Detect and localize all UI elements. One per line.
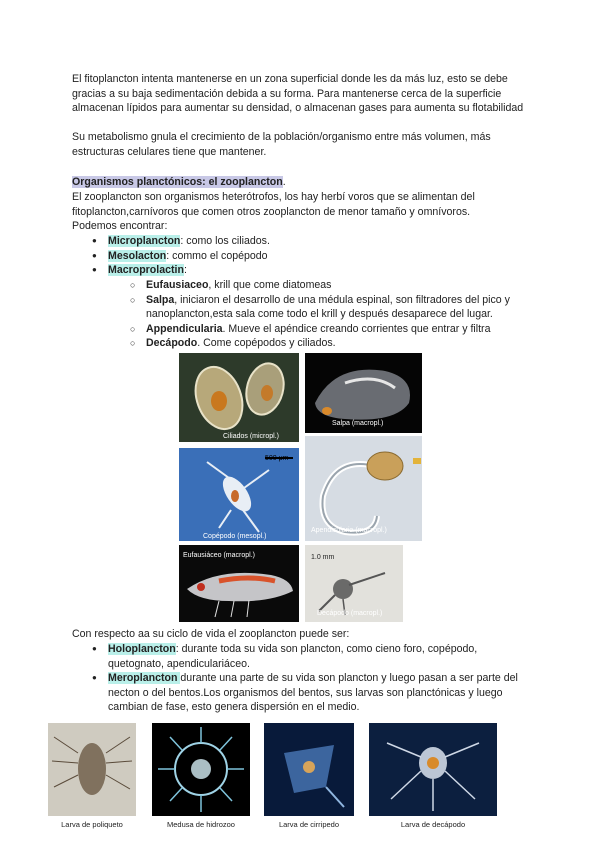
list-item	[130, 278, 530, 293]
decapod-photo	[305, 545, 403, 622]
list-item	[92, 249, 532, 264]
figure-caption: Salpa (macropl.)	[332, 420, 384, 427]
list-item	[130, 322, 530, 337]
macro-group-desc: , krill que come diatomeas	[208, 279, 332, 291]
macro-group-desc: , iniciaron el desarrollo de una médula espinal, son filtradores del pico y nanoplancton,esta sala come todo el krill y después desaparece del lugar.	[146, 293, 510, 320]
medusa-illustration	[152, 723, 250, 816]
list-item	[130, 293, 530, 322]
decapod-larva-illustration	[369, 723, 497, 816]
life-cycle-desc: : durante toda su vida son plancton, como cieno foro, copépodo, quetognato, apendiculariáceo.	[108, 643, 478, 670]
bottom-caption: Larva de cirripedo	[278, 820, 340, 829]
scale-label: 1.0 mm	[311, 554, 335, 561]
hydrozoan-medusa-photo	[152, 723, 250, 816]
figure-caption: Eufausiáceo (macropl.)	[183, 552, 255, 559]
ciliates-photo	[179, 353, 299, 442]
size-class-desc: :	[183, 264, 187, 276]
bottom-caption: Larva de decápodo	[400, 820, 466, 829]
list-item	[92, 671, 532, 715]
macro-group-term: Decápodo	[146, 337, 198, 349]
macro-group-term: Salpa	[146, 293, 175, 306]
figure-caption: Ciliados (micropl.)	[223, 433, 280, 440]
bottom-caption: Medusa de hidrozoo	[167, 820, 235, 829]
macro-group-desc: . Mueve el apéndice creando corrientes que entrar y filtra	[222, 322, 491, 335]
size-class-list	[92, 234, 532, 278]
life-cycle-term: Holoplancton	[108, 643, 176, 655]
barnacle-larva-photo	[264, 723, 354, 816]
life-cycle-desc: durante una parte de su vida son plancton y luego pasan a ser parte del necton o del bentos.Los organismos del bentos, sus larvas son planctónicas y luego cambian de fase, esto genera dispersión en el medio.	[108, 672, 518, 713]
size-class-desc: : commo el copépodo	[166, 249, 268, 262]
polychaete-larva-illustration	[48, 723, 136, 816]
intro-paragraph-1: El fitoplancton intenta mantenerse en un zona superficial donde les da más luz, esto se debe gracias a su baja sedimentación debida a su forma. Para mantenerse cerca de la superficie almacenan lípidos para aumentar su densidad, o almacenan gases para aumenta su flotabilidad	[72, 73, 524, 114]
life-cycle-lead: Con respecto aa su ciclo de vida el zooplancton puede ser:	[72, 628, 350, 640]
intro-paragraph-2: Su metabolismo gnula el crecimiento de la población/organismo entre más volumen, más estructuras celulares tiene que mantener.	[72, 131, 491, 158]
appendicularia-photo	[305, 436, 422, 541]
size-class-term: Macroprolactin	[108, 264, 184, 276]
figure-caption: Apendicularia (macropl.)	[311, 527, 387, 534]
krill-photo	[179, 545, 299, 622]
section-heading-text: Organismos planctónicos: el zooplancton	[72, 176, 283, 188]
scale-label: 500 μm	[265, 455, 289, 462]
life-cycle-list	[92, 642, 532, 715]
size-class-desc: : como los ciliados.	[180, 235, 270, 247]
macro-group-term: Appendicularia	[146, 322, 223, 335]
macro-group-list	[130, 278, 530, 351]
life-cycle-term: Meroplancton	[108, 672, 181, 684]
size-class-term: Mesolacton	[108, 249, 167, 262]
list-item	[92, 263, 532, 278]
list-item	[130, 336, 530, 351]
ciliates-illustration	[179, 353, 299, 442]
size-class-term: Microplancton	[108, 235, 181, 247]
macro-group-desc: . Come copépodos y ciliados.	[197, 337, 336, 349]
section-lead: Podemos encontrar:	[72, 220, 168, 232]
barnacle-larva-illustration	[264, 723, 354, 816]
copepod-photo	[179, 448, 299, 541]
figure-caption: Decápodo (macropl.)	[317, 610, 383, 617]
list-item	[92, 234, 532, 249]
section-body: El zooplancton son organismos heterótrofos, los hay herbí voros que se alimentan del fitoplancton,carnívoros que comen otros zooplancton de menor tamaño y omnívoros.	[72, 191, 475, 218]
decapod-larva-photo	[369, 723, 497, 816]
macro-group-term: Eufausiaceo	[146, 279, 209, 291]
polychaete-larva-photo	[48, 723, 136, 816]
section-heading-tail: .	[282, 176, 286, 188]
figure-caption: Copépodo (mesopl.)	[203, 533, 267, 540]
list-item	[92, 642, 532, 671]
section-heading	[72, 175, 542, 190]
salp-photo	[305, 353, 422, 433]
bottom-caption: Larva de poliqueto	[61, 820, 123, 829]
